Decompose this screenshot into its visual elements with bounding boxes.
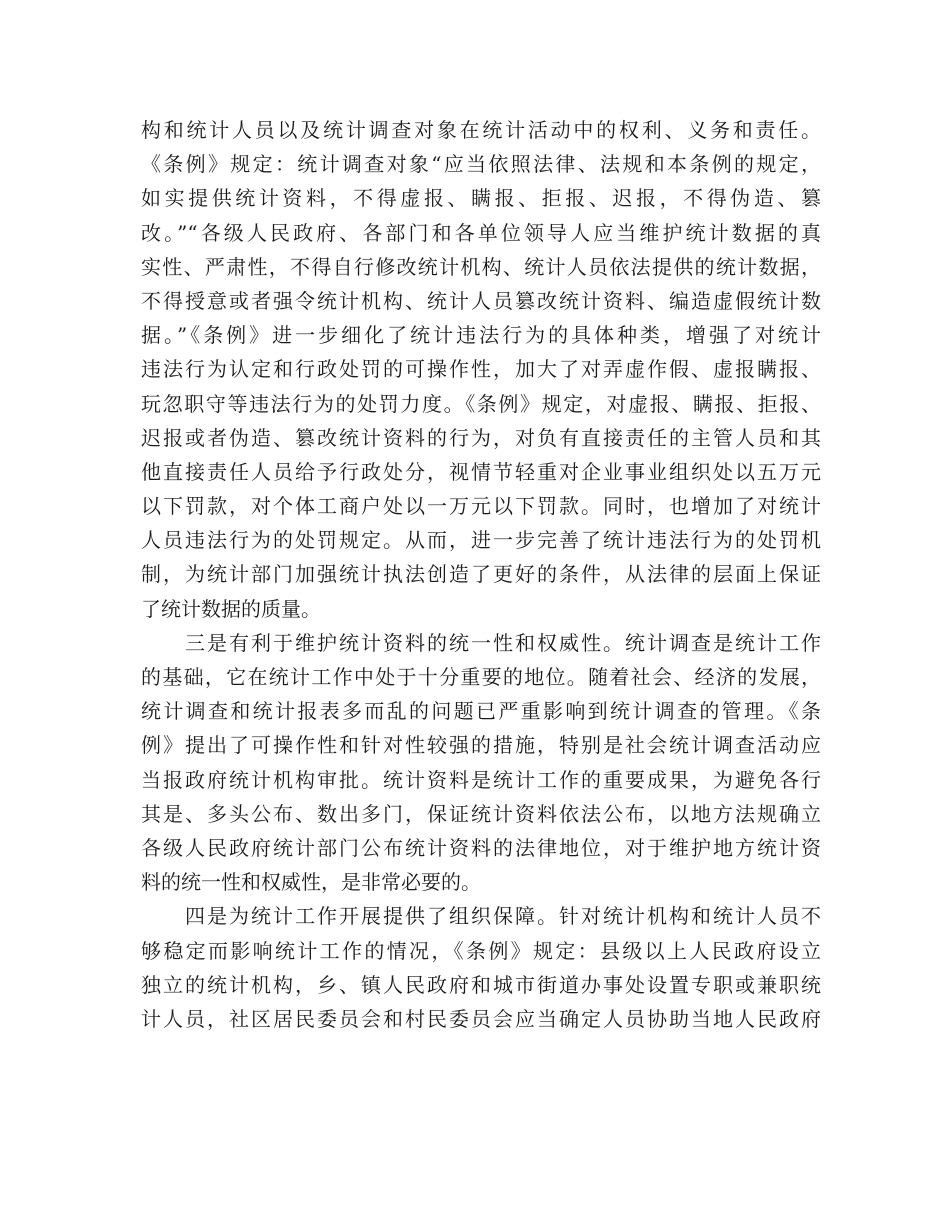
text-line: 据。”《条例》进一步细化了统计违法行为的具体种类，增强了对统计 <box>141 323 821 348</box>
text-line: 如实提供统计资料，不得虚报、瞒报、拒报、迟报，不得伪造、篡 <box>141 186 821 211</box>
text-line: 统计调查和统计报表多而乱的问题已严重影响到统计调查的管理。《条 <box>141 699 821 724</box>
text-line: 各级人民政府统计部门公布统计资料的法律地位，对于维护地方统计资 <box>141 835 821 860</box>
text-line: 改。”“各级人民政府、各部门和各单位领导人应当维护统计数据的真 <box>141 220 821 245</box>
text-line: 构和统计人员以及统计调查对象在统计活动中的权利、义务和责任。 <box>141 118 821 142</box>
text-line: 其是、多头公布、数出多门，保证统计资料依法公布，以地方法规确立 <box>141 801 821 826</box>
text-line: 够稳定而影响统计工作的情况，《条例》规定：县级以上人民政府设立 <box>141 938 821 963</box>
text-line: 违法行为认定和行政处罚的可操作性，加大了对弄虚作假、虚报瞒报、 <box>141 357 821 382</box>
paragraph-first-line: 三是有利于维护统计资料的统一性和权威性。统计调查是统计工作 <box>141 630 821 655</box>
text-line: 计人员，社区居民委员会和村民委员会应当确定人员协助当地人民政府 <box>141 1006 821 1031</box>
text-line: 例》提出了可操作性和针对性较强的措施，特别是社会统计调查活动应 <box>141 733 821 758</box>
text-line: 的基础，它在统计工作中处于十分重要的地位。随着社会、经济的发展， <box>141 665 821 689</box>
text-line: 不得授意或者强令统计机构、统计人员篡改统计资料、编造虚假统计数 <box>141 288 821 313</box>
text-line: 迟报或者伪造、篡改统计资料的行为，对负有直接责任的主管人员和其 <box>141 425 821 450</box>
text-line: 人员违法行为的处罚规定。从而，进一步完善了统计违法行为的处罚机 <box>141 528 821 553</box>
text-line: 当报政府统计机构审批。统计资料是统计工作的重要成果，为避免各行 <box>141 767 821 792</box>
text-line: 《条例》规定：统计调查对象“应当依照法律、法规和本条例的规定， <box>141 152 821 177</box>
text-line: 他直接责任人员给予行政处分，视情节轻重对企业事业组织处以五万元 <box>141 459 821 484</box>
text-line: 独立的统计机构，乡、镇人民政府和城市街道办事处设置专职或兼职统 <box>141 972 821 997</box>
paragraph-end-line: 了统计数据的质量。 <box>141 596 321 621</box>
text-line: 制，为统计部门加强统计执法创造了更好的条件，从法律的层面上保证 <box>141 562 821 587</box>
paragraph-end-line: 料的统一性和权威性，是非常必要的。 <box>141 870 481 895</box>
paragraph-first-line: 四是为统计工作开展提供了组织保障。针对统计机构和统计人员不 <box>141 904 821 929</box>
body-text <box>141 113 821 1036</box>
text-line: 以下罚款，对个体工商户处以一万元以下罚款。同时，也增加了对统计 <box>141 494 821 519</box>
text-line: 实性、严肃性，不得自行修改统计机构、统计人员依法提供的统计数据， <box>141 254 821 279</box>
text-line: 玩忽职守等违法行为的处罚力度。《条例》规定，对虚报、瞒报、拒报、 <box>141 391 821 416</box>
